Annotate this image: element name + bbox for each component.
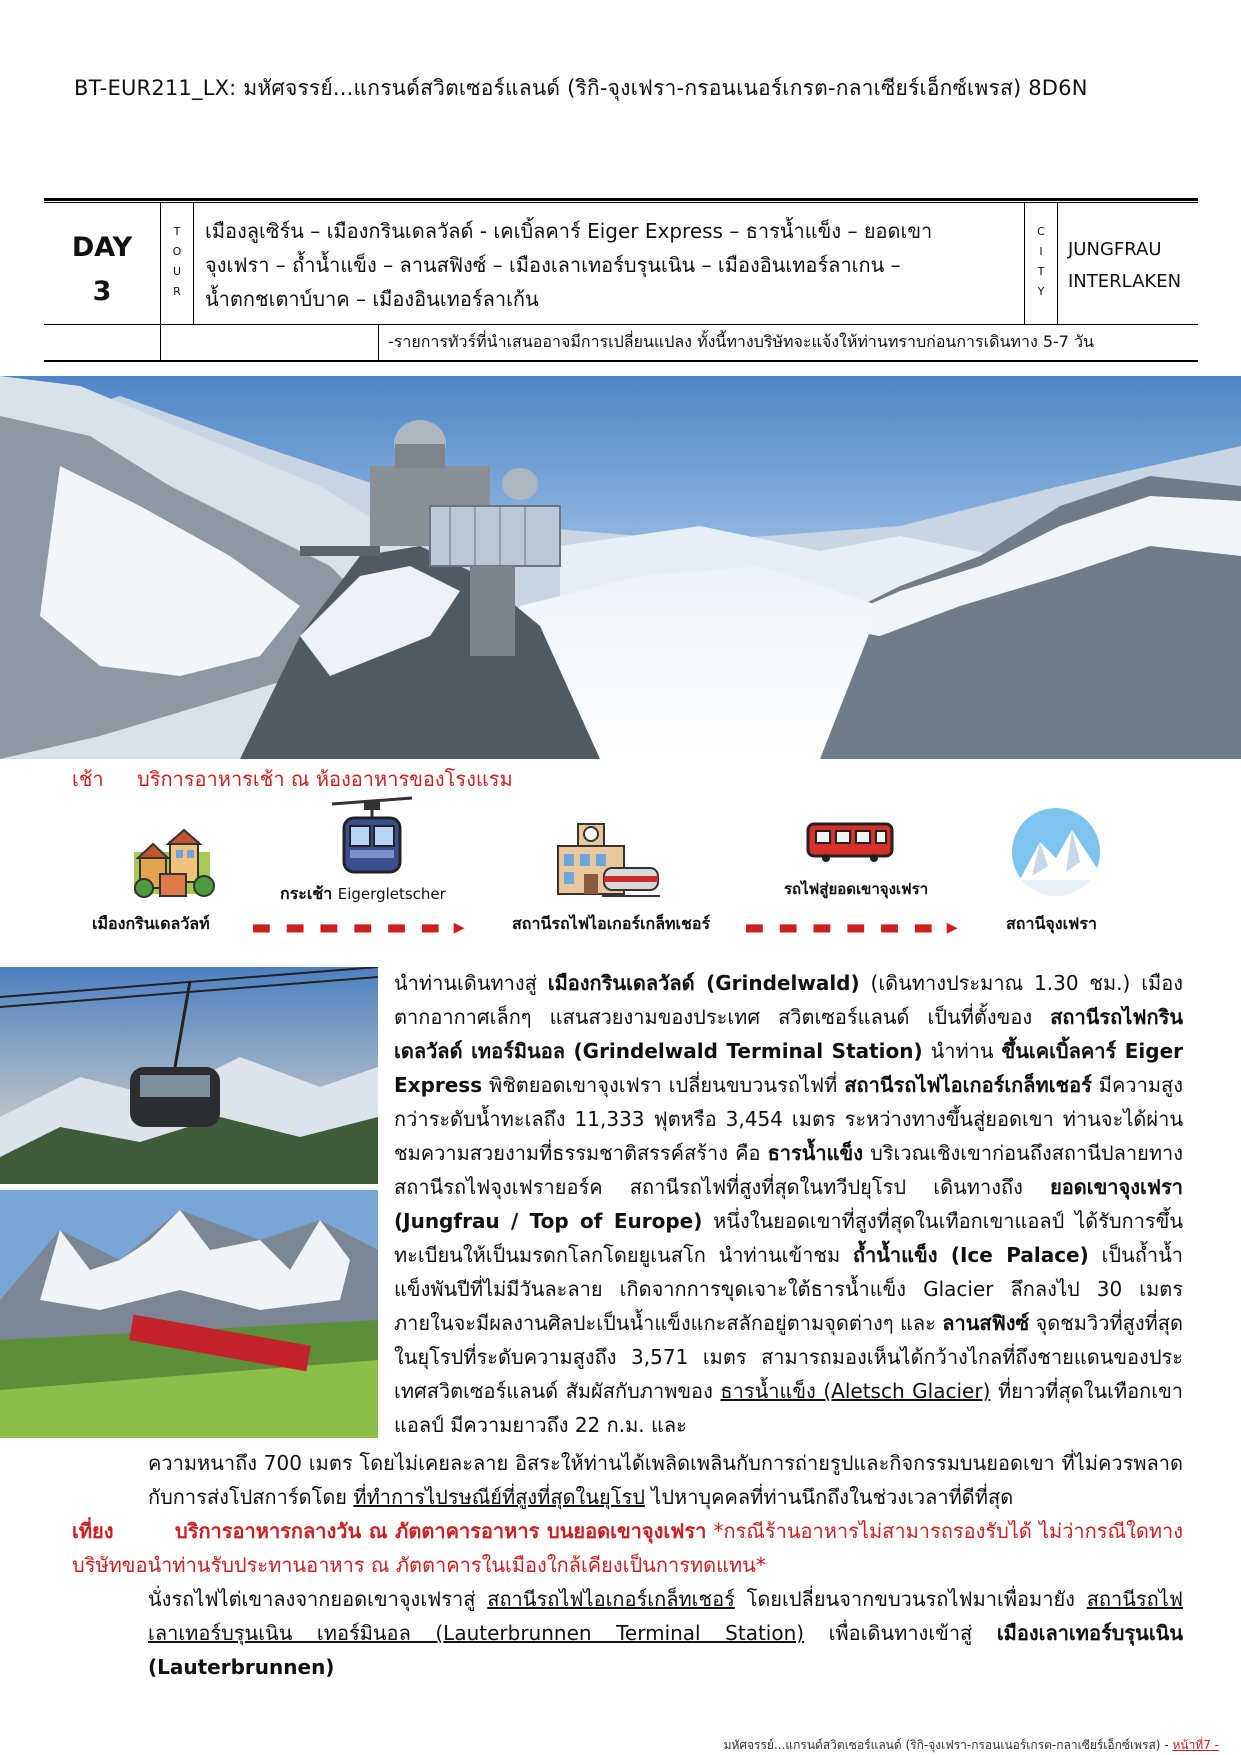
text-run: หนึ่งในยอดเขาที่สูงที่สุดในเทือกเขาแอลป์ ได้รับการขึ้นทะเบียนให้เป็นมรดกโลกโดยยูเนสโก นำท่านเข้าชม — [394, 1209, 1183, 1267]
text-run: (เดินทางประมาณ 1.30 ชม.) เมืองตากอากาศเล็กๆ แสนสวยงามของประเทศ สวิตเซอร์แลนด์ เป็นที่ตั้งของ — [394, 971, 1183, 1029]
place-lauterbrunnen-terminal: สถานีรถไฟเลาเทอร์บรุนเนิน เทอร์มินอล (Lauterbrunnen Terminal Station) — [148, 1587, 1183, 1645]
place-eigergletscher-station: สถานีรถไฟไอเกอร์เกล็ทเชอร์ — [487, 1587, 735, 1611]
paragraph-continuation — [148, 1446, 1183, 1514]
place-sphinx: ลานสฟิงซ์ — [942, 1311, 1030, 1335]
cable-label: กระเช้า — [280, 884, 333, 903]
table-bottom-rule — [44, 360, 1198, 362]
city-letter: C — [1037, 225, 1045, 238]
dashed-arrow-2: ▬ ▬ ▬ ▬ ▬ ▬ ▸ — [744, 915, 961, 940]
route-line: เมืองลูเซิร์น – เมืองกรินเดลวัลด์ - เคเบิ้ลคาร์ Eiger Express – ธารน้ำแข็ง – ยอดเขา — [205, 219, 933, 243]
city-name: JUNGFRAU — [1068, 239, 1162, 260]
text-run: ไปหาบุคคลที่ท่านนึกถึงในช่วงเวลาที่ดีที่สุด — [644, 1485, 1014, 1509]
document-title: BT-EUR211_LX: มหัศจรรย์...แกรนด์สวิตเซอร์แลนด์ (ริกิ-จุงเฟรา-กรอนเนอร์เกรต-กลาเซียร์เอ็กซ์เพรส) 8D6N — [74, 76, 1088, 100]
paragraph-afternoon — [148, 1582, 1183, 1684]
route-stop-eigergletscher: สถานีรถไฟไอเกอร์เกล็ทเชอร์ — [512, 914, 711, 933]
text-run: จุดชมวิวที่สูงที่สุดในยุโรปที่ระดับความสูงถึง 3,571 เมตร สามารถมองเห็นได้กว้างไกลที่ถึงชายแดนของประเทศสวิตเซอร์แลนด์ สัมผัสกับภาพของ — [394, 1311, 1183, 1403]
tour-letter: O — [172, 245, 182, 258]
place-glacier: ธารน้ำแข็ง — [767, 1141, 863, 1165]
photo-eiger-express-gondola — [0, 967, 378, 1184]
text-run: โดยเปลี่ยนจากขบวนรถไฟมาเพื่อมายัง — [734, 1587, 1087, 1611]
route-stop-grindelwald: เมืองกรินเดลวัลท์ — [92, 914, 210, 933]
place-eigergletscher: สถานีรถไฟไอเกอร์เกล็ทเชอร์ — [844, 1073, 1092, 1097]
text-run: เป็นถ้ำน้ำแข็งพันปีที่ไม่มีวันละลาย เกิดจากการขุดเจาะใต้ธารน้ำแข็ง Glacier ลึกลงไป 30 เมตร ภายในจะมีผลงานศิลปะเป็นน้ำแข็งแกะสลักอยู่ตามจุดต่างๆ และ — [394, 1243, 1183, 1335]
text-run: มีความสูงกว่าระดับน้ำทะเลถึง 11,333 ฟุตหรือ 3,454 เมตร ระหว่างทางขึ้นสู่ยอดเขา ท่านจะได้ผ่านชมความสวยงามที่ธรรมชาติสรรค์สร้าง คือ — [394, 1073, 1183, 1165]
place-aletsch-glacier: ธารน้ำแข็ง (Aletsch Glacier) — [720, 1379, 991, 1403]
text-run: ความหนาถึง 700 เมตร โดยไม่เคยละลาย อิสระให้ท่านได้เพลิดเพลินกับการถ่ายรูปและกิจกรรมบนยอดเขา ที่ไม่ควรพลาดกับการส่งโปสการ์ดโดย — [148, 1451, 1183, 1509]
dashed-arrow-1: ▬ ▬ ▬ ▬ ▬ ▬ ▸ — [251, 915, 468, 940]
place-ice-palace: ถ้ำน้ำแข็ง (Ice Palace) — [852, 1243, 1089, 1267]
mountain-icon — [1010, 806, 1102, 898]
table-divider — [1057, 203, 1058, 324]
meal-time-label: เที่ยง — [72, 1519, 114, 1543]
day-label — [52, 226, 152, 314]
cable-car-label — [280, 882, 446, 907]
highest-post-office: ที่ทำการไปรษณีย์ที่สูงที่สุดในยุโรป — [353, 1485, 645, 1509]
city-vertical-label — [1032, 222, 1050, 302]
place-lauterbrunnen: เมืองเลาเทอร์บรุนเนิน (Lauterbrunnen) — [148, 1621, 1183, 1679]
train-label: รถไฟสู่ยอดเขาจุงเฟรา — [784, 880, 929, 898]
text-run: นำท่าน — [922, 1039, 1002, 1063]
table-mid-rule — [44, 324, 1198, 325]
activity-eiger-express: ขึ้นเคเบิ้ลคาร์ Eiger Express — [394, 1039, 1184, 1097]
place-jungfrau: ยอดเขาจุงเฟรา (Jungfrau / Top of Europe) — [394, 1175, 1183, 1233]
footer-title: มหัศจรรย์...แกรนด์สวิตเซอร์แลนด์ (ริกิ-จุงเฟรา-กรอนเนอร์เกรต-กลาเซียร์เอ็กซ์เพรส) - — [723, 1738, 1173, 1752]
city-letter: I — [1039, 245, 1043, 258]
text-run: นำท่านเดินทางสู่ — [394, 971, 548, 995]
train-station-icon — [556, 818, 660, 900]
meal-time-label: เช้า — [72, 767, 104, 791]
lunch-line — [72, 1514, 1183, 1582]
text-run: เพื่อเดินทางเข้าสู่ — [804, 1621, 997, 1645]
tour-letter: U — [172, 265, 182, 278]
photo-jungfrau-railway — [0, 1190, 378, 1438]
text-run: พิชิตยอดเขาจุงเฟรา เปลี่ยนขบวนรถไฟที่ — [482, 1073, 845, 1097]
day-number: 3 — [92, 276, 112, 307]
table-divider — [378, 325, 379, 361]
table-divider — [193, 203, 194, 324]
route-stop-jungfrau: สถานีจุงเฟรา — [1006, 914, 1097, 933]
meal-description: บริการอาหารเช้า ณ ห้องอาหารของโรงแรม — [137, 767, 513, 791]
city-list — [1068, 234, 1181, 298]
page-number: หน้าที่7 - — [1172, 1738, 1219, 1752]
city-name: INTERLAKEN — [1068, 271, 1182, 292]
text-run: บริเวณเชิงเขาก่อนถึงสถานีปลายทางสถานีรถไฟจุงเฟรายอร์ค สถานีรถไฟที่สูงที่สุดในทวีปยุโรป เดินทางถึง — [394, 1141, 1184, 1199]
red-train-icon — [806, 820, 894, 864]
tour-route-description — [205, 214, 1005, 316]
city-letter: Y — [1037, 285, 1045, 298]
hero-photo-sphinx-observatory — [0, 376, 1241, 759]
meal-description: บริการอาหารกลางวัน ณ ภัตตาคารอาหาร บนยอดเขาจุงเฟรา — [175, 1519, 707, 1543]
cable-car-icon — [330, 796, 414, 876]
text-run: นั่งรถไฟไต่เขาลงจากยอดเขาจุงเฟราสู่ — [148, 1587, 488, 1611]
place-grindelwald-terminal: สถานีรถไฟกรินเดลวัลด์ เทอร์มินอล (Grindelwald Terminal Station) — [394, 1005, 1183, 1063]
day-text: DAY — [71, 232, 133, 263]
place-grindelwald: เมืองกรินเดลวัลด์ (Grindelwald) — [547, 971, 860, 995]
route-line: น้ำตกชเตาบ์บาค – เมืองอินเทอร์ลาเก้น — [205, 287, 539, 311]
page-footer — [724, 1736, 1219, 1755]
paragraph-day-description — [394, 966, 1183, 1442]
town-houses-icon — [130, 828, 220, 900]
tour-change-note: -รายการทัวร์ที่นำเสนออาจมีการเปลี่ยนแปลง ทั้งนี้ทางบริษัทจะแจ้งให้ท่านทราบก่อนการเดินทาง 5-7 วัน — [388, 332, 1094, 351]
route-line: จุงเฟรา – ถ้ำน้ำแข็ง – ลานสฟิงซ์ – เมืองเลาเทอร์บรุนเนิน – เมืองอินเทอร์ลาเกน – — [205, 253, 901, 277]
table-divider — [1024, 203, 1025, 324]
cable-name: Eigergletscher — [337, 885, 446, 903]
text-run: ที่ยาวที่สุดในเทือกเขาแอลป์ มีความยาวถึง 22 ก.ม. และ — [394, 1379, 1184, 1437]
table-top-rule — [44, 198, 1198, 201]
tour-letter: T — [173, 225, 181, 238]
meal-note: *กรณีร้านอาหารไม่สามารถรองรับได้ ไม่ว่ากรณีใดทางบริษัทขอนำท่านรับประทานอาหาร ณ ภัตตาคารในเมืองใกล้เคียงเป็นการทดแทน* — [72, 1519, 1184, 1577]
table-divider — [160, 203, 161, 361]
breakfast-line — [72, 763, 513, 795]
tour-letter: R — [173, 285, 181, 298]
tour-vertical-label — [168, 222, 186, 302]
city-letter: T — [1037, 265, 1045, 278]
